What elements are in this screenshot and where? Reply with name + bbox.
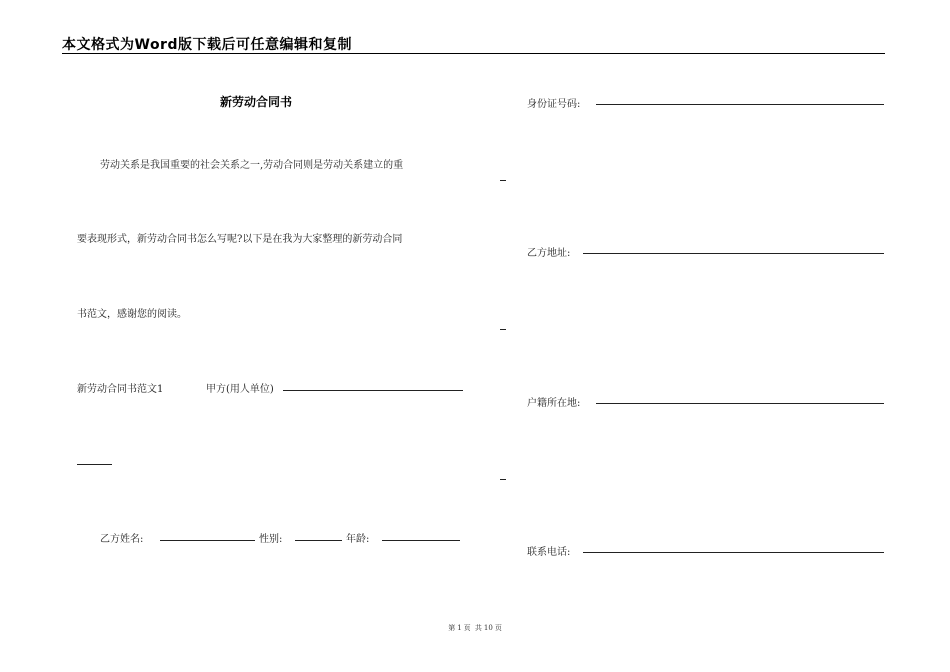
phone-label: 联系电话: (527, 547, 571, 558)
document-header-title: 本文格式为Word版下载后可任意编辑和复制 (62, 37, 352, 53)
party-b-age-label: 年龄: (346, 534, 370, 545)
party-a-label: 甲方(用人单位) (206, 384, 274, 395)
column-dash-1 (500, 180, 506, 181)
party-b-address-label: 乙方地址: (527, 248, 571, 259)
footer-page-number: 1 (457, 624, 462, 632)
sample-label: 新劳动合同书范文1 (77, 384, 164, 395)
page-footer (0, 623, 950, 633)
column-dash-2 (500, 329, 506, 330)
party-b-age-blank (382, 540, 460, 541)
footer-page-unit: 页 (463, 624, 471, 632)
household-registration-blank (596, 403, 884, 404)
footer-total-prefix: 共 (474, 624, 482, 632)
id-number-label: 身份证号码: (527, 99, 581, 110)
paragraph-line-1: 劳动关系是我国重要的社会关系之一,劳动合同则是劳动关系建立的重 (100, 160, 404, 171)
party-b-address-blank (583, 253, 884, 254)
id-number-blank (596, 104, 884, 105)
column-dash-3 (500, 479, 506, 480)
party-a-blank-continued (77, 464, 112, 465)
footer-total-unit: 页 (494, 624, 502, 632)
party-b-gender-blank (295, 540, 342, 541)
party-b-name-label: 乙方姓名: (100, 534, 144, 545)
household-registration-label: 户籍所在地: (527, 398, 581, 409)
paragraph-line-3: 书范文，感谢您的阅读。 (77, 309, 187, 320)
header-divider (62, 53, 885, 54)
document-title: 新劳动合同书 (220, 95, 293, 109)
footer-prefix: 第 (448, 624, 456, 632)
footer-total-pages: 10 (483, 624, 493, 632)
party-b-name-blank (160, 540, 255, 541)
paragraph-line-2: 要表现形式，新劳动合同书怎么写呢?以下是在我为大家整理的新劳动合同 (77, 234, 403, 245)
party-a-blank (283, 390, 463, 391)
party-b-gender-label: 性别: (259, 534, 283, 545)
phone-blank (583, 552, 884, 553)
